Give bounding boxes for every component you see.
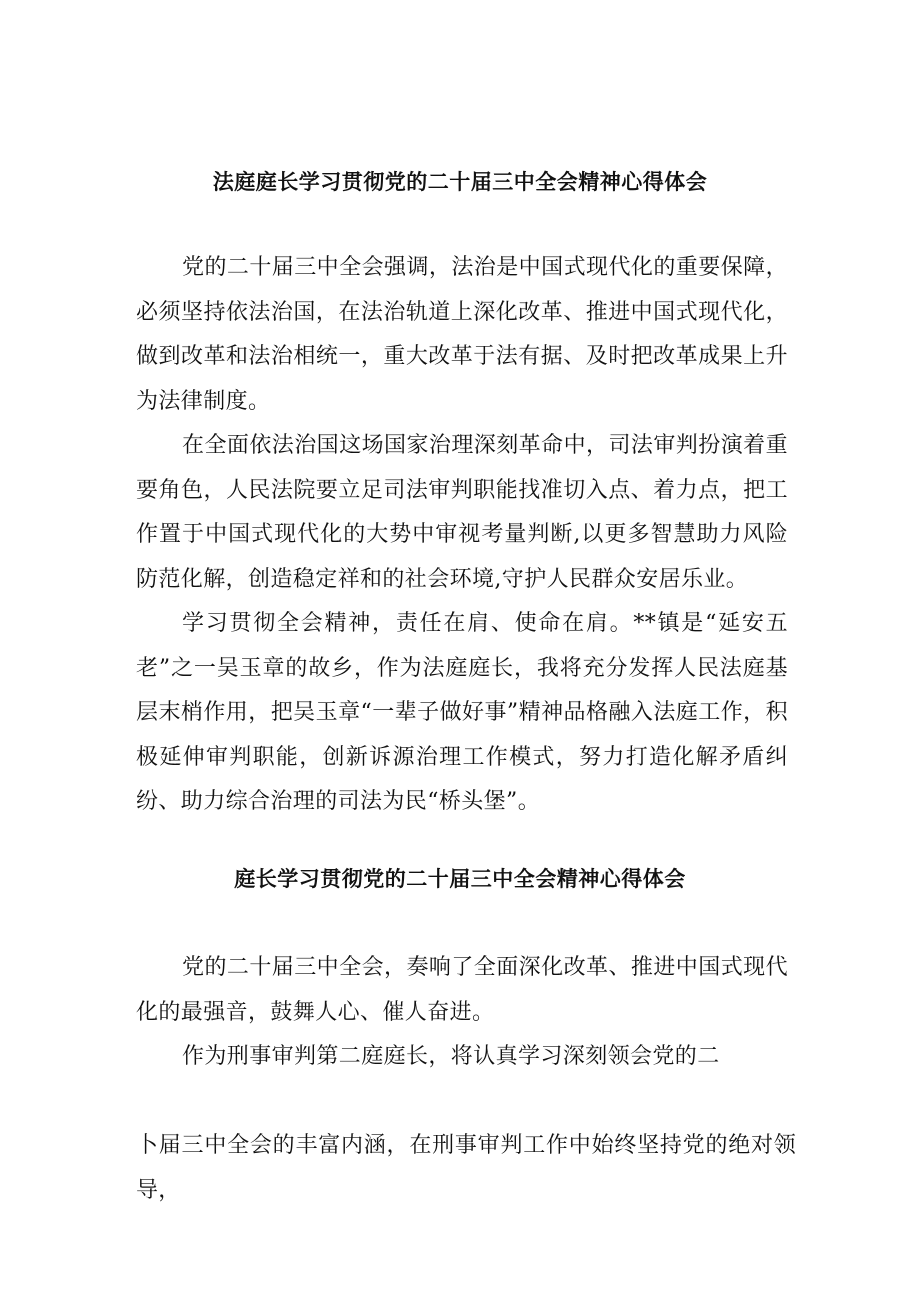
section1-paragraph-1: 党的二十届三中全会强调，法治是中国式现代化的重要保障，必须坚持依法治国，在法治轨道上深化改革、推进中国式现代化，做到改革和法治相统一，重大改革于法有据、及时把改革成果上升为法律制度。	[136, 255, 788, 414]
section1-paragraph-3: 学习贯彻全会精神，责任在肩、使命在肩。**镇是“延安五老”之一吴玉章的故乡，作为法庭庭长，我将充分发挥人民法庭基层末梢作用，把吴玉章“一辈子做好事”精神品格融入法庭工作，积极延伸审判职能，创新诉源治理工作模式，努力打造化解矛盾纠纷、助力综合治理的司法为民“桥头堡”。	[136, 611, 788, 814]
section2-paragraph-3: 卜届三中全会的丰富内涵，在刑事审判工作中始终坚持党的绝对领导，	[136, 1133, 796, 1203]
section2-paragraph-2: 作为刑事审判第二庭庭长，将认真学习深刻领会党的二	[182, 1044, 720, 1069]
section1-paragraph-2: 在全面依法治国这场国家治理深刻革命中，司法审判扮演着重要角色，人民法院要立足司法审判职能找准切入点、着力点，把工作置于中国式现代化的大势中审视考量判断,以更多智慧助力风险防范化解，创造稳定祥和的社会环境,守护人民群众安居乐业。	[136, 433, 788, 592]
section2-paragraph-1: 党的二十届三中全会，奏响了全面深化改革、推进中国式现代化的最强音，鼓舞人心、催人奋进。	[136, 955, 788, 1025]
section1-title: 法庭庭长学习贯彻党的二十届三中全会精神心得体会	[212, 170, 708, 194]
section2-title: 庭长学习贯彻党的二十届三中全会精神心得体会	[234, 867, 686, 891]
